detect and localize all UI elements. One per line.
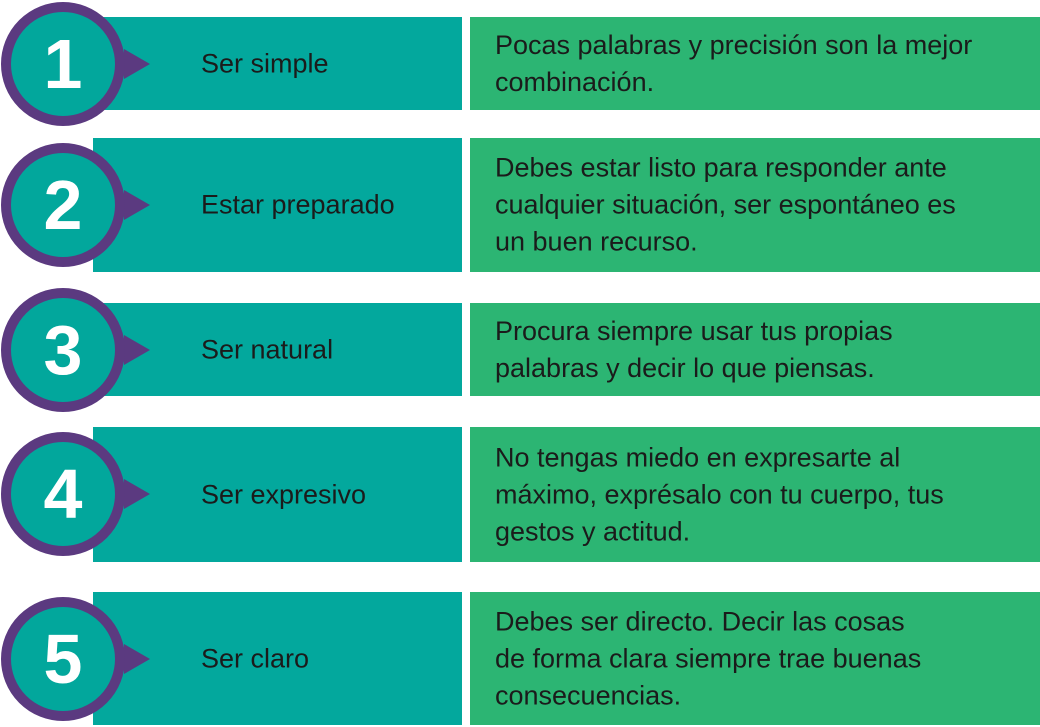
item-title-2: Estar preparado (201, 189, 395, 220)
item-description-1 (495, 27, 1030, 101)
description-line: Debes ser directo. Decir las cosas (495, 606, 905, 636)
item-description-3 (495, 313, 1030, 387)
list-item-5 (0, 592, 1040, 725)
badge-number-3: 3 (43, 311, 83, 389)
description-line: Debes estar listo para responder ante (495, 152, 947, 183)
number-badge-5 (0, 594, 150, 724)
description-line: gestos y actitud. (495, 516, 691, 546)
description-line: consecuencias. (495, 680, 682, 710)
description-line: un buen recurso. (495, 226, 698, 257)
number-badge-4 (0, 429, 150, 559)
description-line: Pocas palabras y precisión son la mejor (495, 29, 973, 60)
badge-number-2: 2 (43, 166, 83, 244)
list-item-4 (0, 427, 1040, 562)
item-description-4 (495, 439, 1030, 550)
item-title-5: Ser claro (201, 643, 310, 673)
item-description-2 (495, 150, 1030, 261)
description-box-4 (470, 427, 1040, 562)
badge-number-1: 1 (43, 25, 83, 103)
description-line: máximo, exprésalo con tu cuerpo, tus (495, 479, 944, 509)
badge-number-4: 4 (43, 455, 83, 533)
description-line: combinación. (495, 66, 655, 97)
list-item-1 (0, 17, 1040, 110)
description-box-1 (470, 17, 1040, 110)
number-badge-2 (0, 140, 150, 270)
item-title-3: Ser natural (201, 334, 334, 364)
list-item-2 (0, 138, 1040, 272)
description-line: de forma clara siempre trae buenas (495, 643, 922, 673)
description-box-2 (470, 138, 1040, 272)
description-box-5 (470, 592, 1040, 725)
item-description-5 (495, 603, 1030, 714)
badge-number-5: 5 (43, 620, 83, 698)
list-item-3 (0, 303, 1040, 396)
item-title-1: Ser simple (201, 48, 329, 78)
description-box-3 (470, 303, 1040, 396)
number-badge-1 (0, 0, 150, 129)
description-line: Procura siempre usar tus propias (495, 315, 893, 346)
description-line: No tengas miedo en expresarte al (495, 442, 901, 472)
number-badge-3 (0, 285, 150, 415)
description-line: palabras y decir lo que piensas. (495, 352, 875, 383)
description-line: cualquier situación, ser espontáneo es (495, 189, 956, 220)
item-title-4: Ser expresivo (201, 479, 367, 509)
